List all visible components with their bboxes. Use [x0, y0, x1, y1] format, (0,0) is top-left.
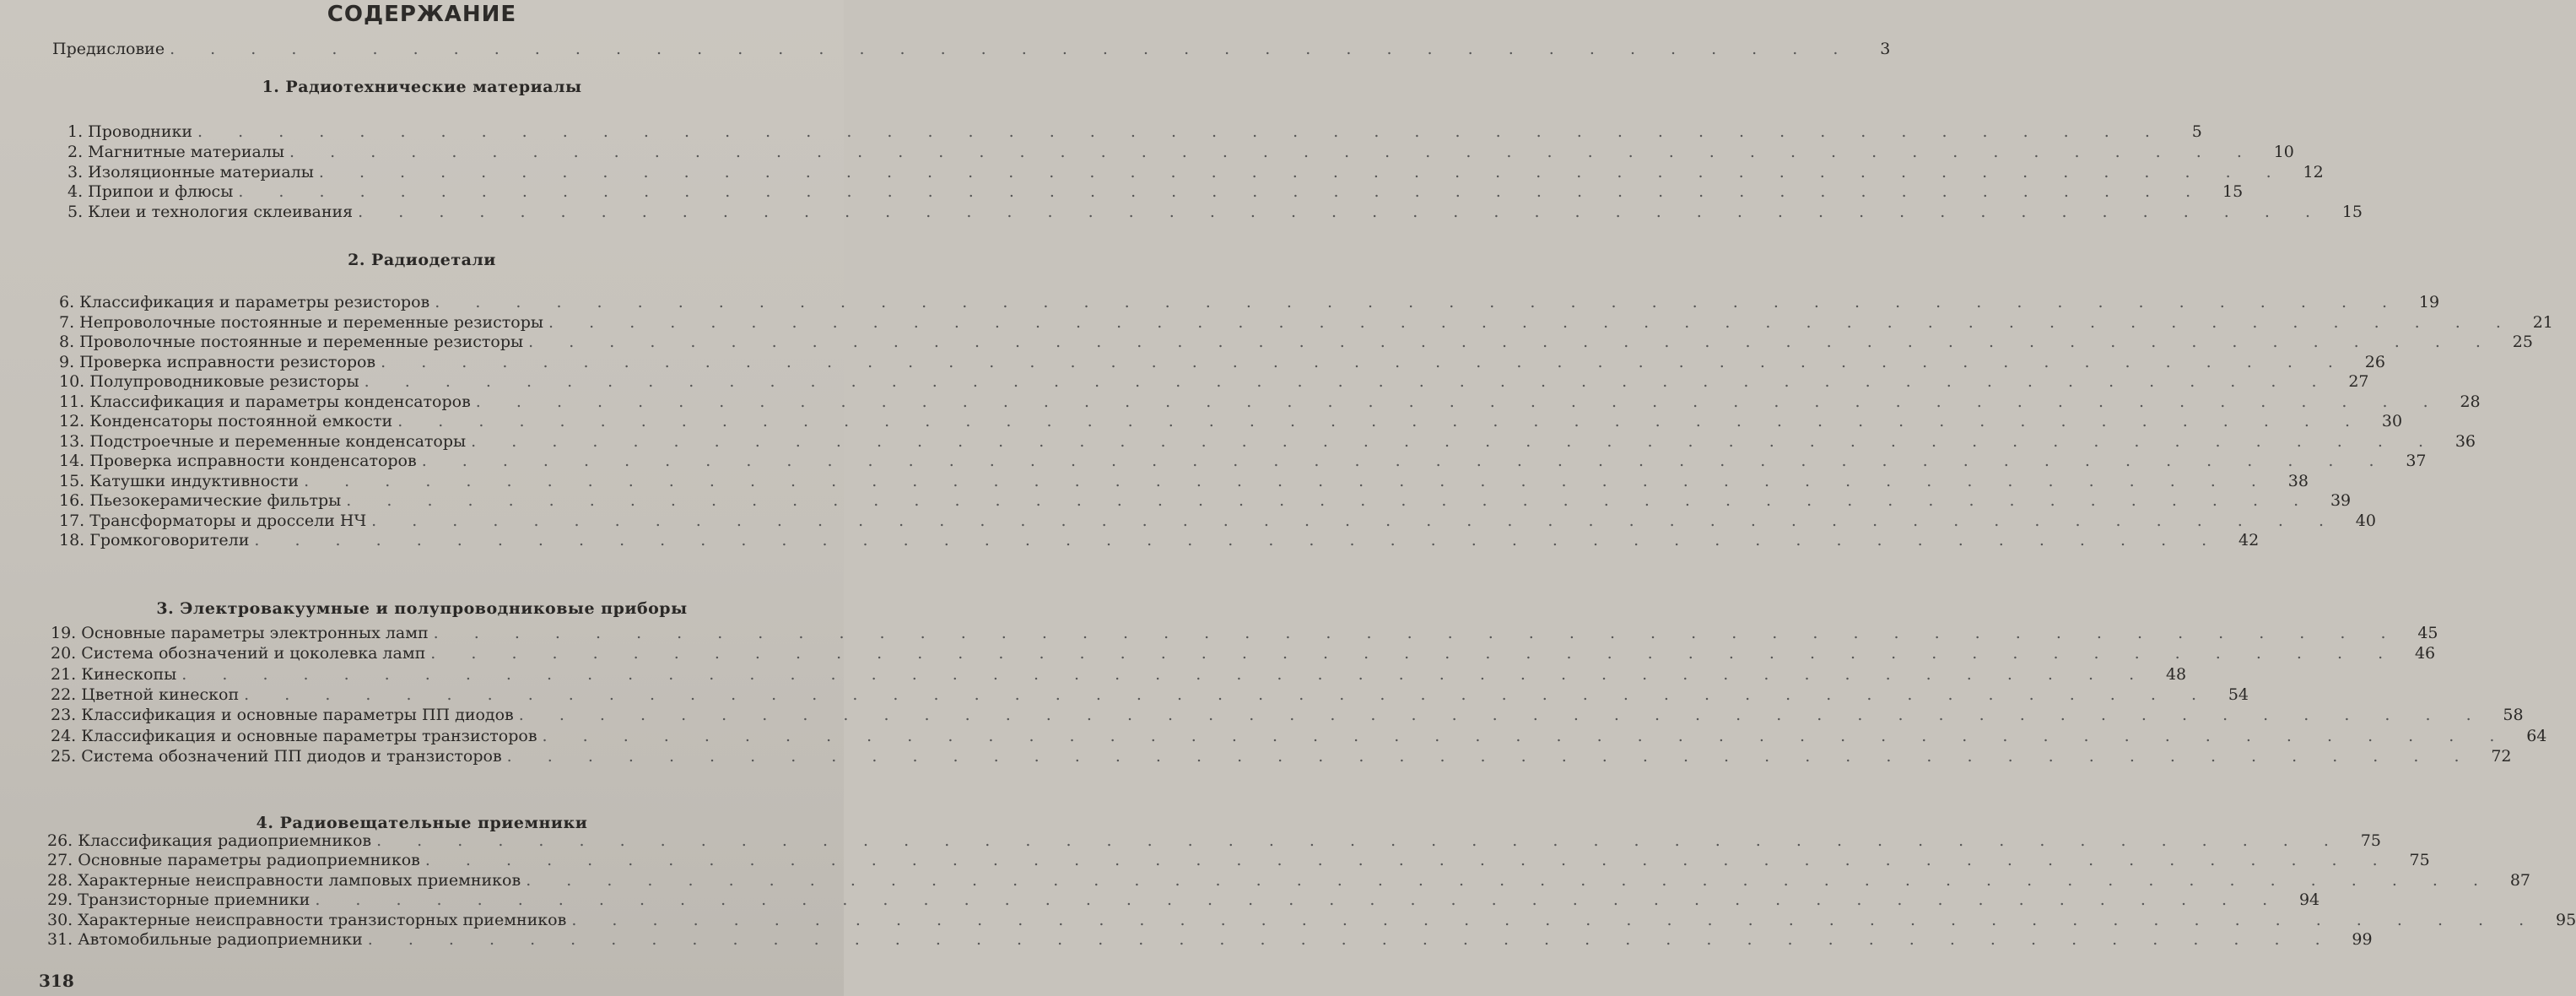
- toc-entry-label: 24. Классификация и основные параметры транзисторов: [51, 727, 537, 745]
- leader-dots: . . . . . . . . . . . . . . . . . . . . . . . . . . . . . . . . . . . . . . . . . . . . . . . . .: [381, 353, 2348, 371]
- toc-entry-page: 30: [2381, 412, 2403, 430]
- toc-entry-label: 22. Цветной кинескоп: [51, 685, 240, 704]
- toc-entry-label: 4. Припои и флюсы: [68, 182, 234, 201]
- toc-entry-page: 99: [2352, 930, 2373, 949]
- leader-dots: . . . . . . . . . . . . . . . . . . . . . . . . . . . . . . . . . . . . . . . . . . . . . . . . .: [542, 727, 2510, 745]
- leader-dots: . . . . . . . . . . . . . . . . . . . . . . . . . . . . . . . . . . . . . . . . . . . . . . . . .: [421, 452, 2390, 470]
- toc-entry: [47, 911, 2576, 929]
- toc-entry-page: 37: [2406, 452, 2427, 470]
- toc-entry-label: 26. Классификация радиоприемников: [47, 831, 372, 850]
- toc-entry-label: 15. Катушки индуктивности: [59, 472, 300, 490]
- toc-entry-label: 30. Характерные неисправности транзисторных приемников: [47, 911, 567, 929]
- toc-entry-page: 75: [2360, 831, 2381, 850]
- toc-entry-label: 1. Проводники: [68, 122, 193, 141]
- toc-entry: [59, 452, 2427, 470]
- toc-entry-page: 58: [2503, 706, 2524, 724]
- toc-entry-page: 38: [2287, 472, 2309, 490]
- toc-entry-page: 64: [2526, 727, 2547, 745]
- leader-dots: . . . . . . . . . . . . . . . . . . . . . . . . . . . . . . . . . . . . . . . . . . . . . . . . .: [358, 203, 2325, 221]
- toc-entry-label: 2. Магнитные материалы: [68, 143, 285, 161]
- leader-dots: . . . . . . . . . . . . . . . . . . . . . . . . . . . . . . . . . . . . . . . . . . . . . . . . .: [304, 472, 2271, 490]
- leader-dots: . . . . . . . . . . . . . . . . . . . . . . . . . . . . . . . . . . . . . . . . . . . . . . . . .: [471, 432, 2438, 451]
- leader-dots: . . . . . . . . . . . . . . . . . . . . . . . . . . . . . . . . . . . . . . . . . . . . . . . . .: [238, 182, 2206, 201]
- toc-entry: [59, 333, 2533, 351]
- leader-dots: . . . . . . . . . . . . . . . . . . . . . . . . . . . . . . . . . . . . . . . . . . . . . . . . .: [371, 512, 2339, 530]
- toc-entry-preface: [52, 40, 1891, 58]
- toc-entry-label: 13. Подстроечные и переменные конденсаторы: [59, 432, 467, 451]
- toc-entry-page: 3: [1880, 40, 1891, 58]
- toc-entry-label: 25. Система обозначений ПП диодов и транзисторов: [51, 747, 502, 766]
- toc-entry: [68, 203, 2363, 221]
- leader-dots: . . . . . . . . . . . . . . . . . . . . . . . . . . . . . . . . . . . . . . . . . . . . . . . . .: [364, 372, 2332, 391]
- leader-dots: . . . . . . . . . . . . . . . . . . . . . . . . . . . . . . . . . . . . . . . . . .: [170, 40, 1854, 58]
- leader-dots: . . . . . . . . . . . . . . . . . . . . . . . . . . . . . . . . . . . . . . . . . . . . . . . . .: [254, 531, 2222, 549]
- toc-entry: [59, 531, 2260, 549]
- toc-entry: [47, 851, 2430, 869]
- toc-entry-label: 31. Автомобильные радиоприемники: [47, 930, 363, 949]
- toc-entry: [68, 182, 2244, 201]
- toc-entry: [59, 412, 2403, 430]
- toc-entry-page: 39: [2330, 491, 2352, 510]
- toc-entry-label: 28. Характерные неисправности ламповых приемников: [47, 871, 521, 890]
- toc-entry-label: 27. Основные параметры радиоприемников: [47, 851, 420, 869]
- toc-entry: [51, 747, 2512, 766]
- toc-entry-label: 16. Пьезокерамические фильтры: [59, 491, 342, 510]
- toc-entry-page: 15: [2222, 182, 2244, 201]
- leader-dots: . . . . . . . . . . . . . . . . . . . . . . . . . . . . . . . . . . . . . . . . . . . . . . . . .: [397, 412, 2366, 430]
- leader-dots: . . . . . . . . . . . . . . . . . . . . . . . . . . . . . . . . . . . . . . . . . . . . . . . . .: [244, 685, 2211, 704]
- leader-dots: . . . . . . . . . . . . . . . . . . . . . . . . . . . . . . . . . . . . . . . . . . . . . . . . .: [367, 930, 2336, 949]
- leader-dots: . . . . . . . . . . . . . . . . . . . . . . . . . . . . . . . . . . . . . . . . . . . . . . . . .: [506, 747, 2475, 766]
- toc-entry-label: 5. Клеи и технология склеивания: [68, 203, 354, 221]
- toc-entry-label: 9. Проверка исправности резисторов: [59, 353, 376, 371]
- toc-entry: [59, 392, 2481, 411]
- toc-entry: [59, 293, 2440, 311]
- leader-dots: . . . . . . . . . . . . . . . . . . . . . . . . . . . . . . . . . . . . . . . . . . . . . . . . .: [571, 911, 2540, 929]
- section-heading: 3. Электровакуумные и полупроводниковые приборы: [156, 599, 688, 618]
- toc-entry-page: 48: [2165, 665, 2187, 684]
- toc-entry-page: 21: [2532, 313, 2553, 332]
- toc-entry-label: 17. Трансформаторы и дроссели НЧ: [59, 512, 367, 530]
- toc-entry-label: 29. Транзисторные приемники: [47, 890, 311, 909]
- toc-entry: [59, 372, 2369, 391]
- toc-entry: [47, 871, 2531, 890]
- toc-entry-label: 7. Непроволочные постоянные и переменные резисторы: [59, 313, 544, 332]
- toc-entry-label: 6. Классификация и параметры резисторов: [59, 293, 430, 311]
- toc-entry-page: 27: [2348, 372, 2369, 391]
- toc-entry-page: 40: [2355, 512, 2376, 530]
- toc-entry-label: 21. Кинескопы: [51, 665, 177, 684]
- toc-entry-label: 12. Конденсаторы постоянной емкости: [59, 412, 393, 430]
- leader-dots: . . . . . . . . . . . . . . . . . . . . . . . . . . . . . . . . . . . . . . . . . . . . . . . . .: [430, 644, 2399, 663]
- leader-dots: . . . . . . . . . . . . . . . . . . . . . . . . . . . . . . . . . . . . . . . . . . . . . . . . .: [424, 851, 2393, 869]
- leader-dots: . . . . . . . . . . . . . . . . . . . . . . . . . . . . . . . . . . . . . . . . . . . . . . . . .: [435, 293, 2403, 311]
- toc-entry: [59, 512, 2376, 530]
- toc-entry: [51, 624, 2438, 642]
- page-title: СОДЕРЖАНИЕ: [327, 2, 517, 27]
- toc-entry-page: 28: [2460, 392, 2481, 411]
- toc-entry-label: 10. Полупроводниковые резисторы: [59, 372, 359, 391]
- toc-entry: [47, 890, 2320, 909]
- toc-entry: [59, 491, 2352, 510]
- leader-dots: . . . . . . . . . . . . . . . . . . . . . . . . . . . . . . . . . . . . . . . . . . . . . . . . .: [318, 163, 2287, 181]
- leader-dots: . . . . . . . . . . . . . . . . . . . . . . . . . . . . . . . . . . . . . . . . . . . . . . . . .: [433, 624, 2401, 642]
- toc-entry: [51, 665, 2187, 684]
- toc-entry-page: 15: [2341, 203, 2363, 221]
- toc-entry-label: 3. Изоляционные материалы: [68, 163, 314, 181]
- toc-entry: [51, 644, 2436, 663]
- leader-dots: . . . . . . . . . . . . . . . . . . . . . . . . . . . . . . . . . . . . . . . . . . . . . . . . .: [548, 313, 2516, 332]
- leader-dots: . . . . . . . . . . . . . . . . . . . . . . . . . . . . . . . . . . . . . . . . . . . . . . . . .: [528, 333, 2496, 351]
- toc-entry-page: 54: [2228, 685, 2249, 704]
- toc-entry-page: 26: [2364, 353, 2385, 371]
- leader-dots: . . . . . . . . . . . . . . . . . . . . . . . . . . . . . . . . . . . . . . . . . . . . . . . . .: [376, 831, 2344, 850]
- page-number: 318: [39, 971, 74, 991]
- toc-entry-label: Предисловие: [52, 40, 165, 58]
- toc-entry-page: 36: [2454, 432, 2476, 451]
- toc-entry-page: 5: [2191, 122, 2202, 141]
- leader-dots: . . . . . . . . . . . . . . . . . . . . . . . . . . . . . . . . . . . . . . . . . . . . . . . . .: [289, 143, 2257, 161]
- toc-entry-page: 95: [2555, 911, 2576, 929]
- toc-entry: [47, 930, 2373, 949]
- section-heading: 2. Радиодетали: [348, 251, 496, 269]
- leader-dots: . . . . . . . . . . . . . . . . . . . . . . . . . . . . . . . . . . . . . . . . . . . . . . . . .: [197, 122, 2165, 141]
- toc-entry: [68, 122, 2202, 141]
- toc-entry-page: 87: [2509, 871, 2531, 890]
- toc-entry-page: 19: [2418, 293, 2440, 311]
- toc-entry-page: 72: [2491, 747, 2512, 766]
- toc-entry-page: 46: [2414, 644, 2436, 663]
- toc-entry-page: 45: [2417, 624, 2438, 642]
- toc-entry: [59, 432, 2476, 451]
- leader-dots: . . . . . . . . . . . . . . . . . . . . . . . . . . . . . . . . . . . . . . . . . . . . . . . . .: [181, 665, 2150, 684]
- toc-entry: [68, 143, 2294, 161]
- toc-entry: [51, 685, 2249, 704]
- toc-entry-page: 12: [2303, 163, 2324, 181]
- toc-entry-label: 14. Проверка исправности конденсаторов: [59, 452, 417, 470]
- toc-entry: [59, 472, 2309, 490]
- section-heading: 4. Радиовещательные приемники: [256, 814, 588, 832]
- toc-entry: [59, 313, 2553, 332]
- toc-entry: [51, 727, 2547, 745]
- toc-entry-page: 25: [2512, 333, 2533, 351]
- toc-entry: [51, 706, 2524, 724]
- toc-entry-page: 42: [2238, 531, 2260, 549]
- toc-entry-label: 11. Классификация и параметры конденсаторов: [59, 392, 471, 411]
- toc-entry-page: 75: [2409, 851, 2430, 869]
- leader-dots: . . . . . . . . . . . . . . . . . . . . . . . . . . . . . . . . . . . . . . . . . . . . . . . . .: [315, 890, 2283, 909]
- toc-entry: [59, 353, 2385, 371]
- toc-entry: [47, 831, 2381, 850]
- toc-entry-label: 8. Проволочные постоянные и переменные резисторы: [59, 333, 524, 351]
- leader-dots: . . . . . . . . . . . . . . . . . . . . . . . . . . . . . . . . . . . . . . . . . . . . . . . . .: [518, 706, 2487, 724]
- toc-entry-label: 23. Классификация и основные параметры ПП диодов: [51, 706, 514, 724]
- toc-entry-label: 20. Система обозначений и цоколевка ламп: [51, 644, 426, 663]
- toc-entry-label: 18. Громкоговорители: [59, 531, 250, 549]
- leader-dots: . . . . . . . . . . . . . . . . . . . . . . . . . . . . . . . . . . . . . . . . . . . . . . . . .: [526, 871, 2494, 890]
- toc-entry: [68, 163, 2324, 181]
- toc-entry-page: 94: [2298, 890, 2320, 909]
- leader-dots: . . . . . . . . . . . . . . . . . . . . . . . . . . . . . . . . . . . . . . . . . . . . . . . . .: [346, 491, 2314, 510]
- leader-dots: . . . . . . . . . . . . . . . . . . . . . . . . . . . . . . . . . . . . . . . . . . . . . . . . .: [475, 392, 2444, 411]
- toc-entry-label: 19. Основные параметры электронных ламп: [51, 624, 429, 642]
- section-heading: 1. Радиотехнические материалы: [262, 78, 582, 96]
- toc-entry-page: 10: [2273, 143, 2294, 161]
